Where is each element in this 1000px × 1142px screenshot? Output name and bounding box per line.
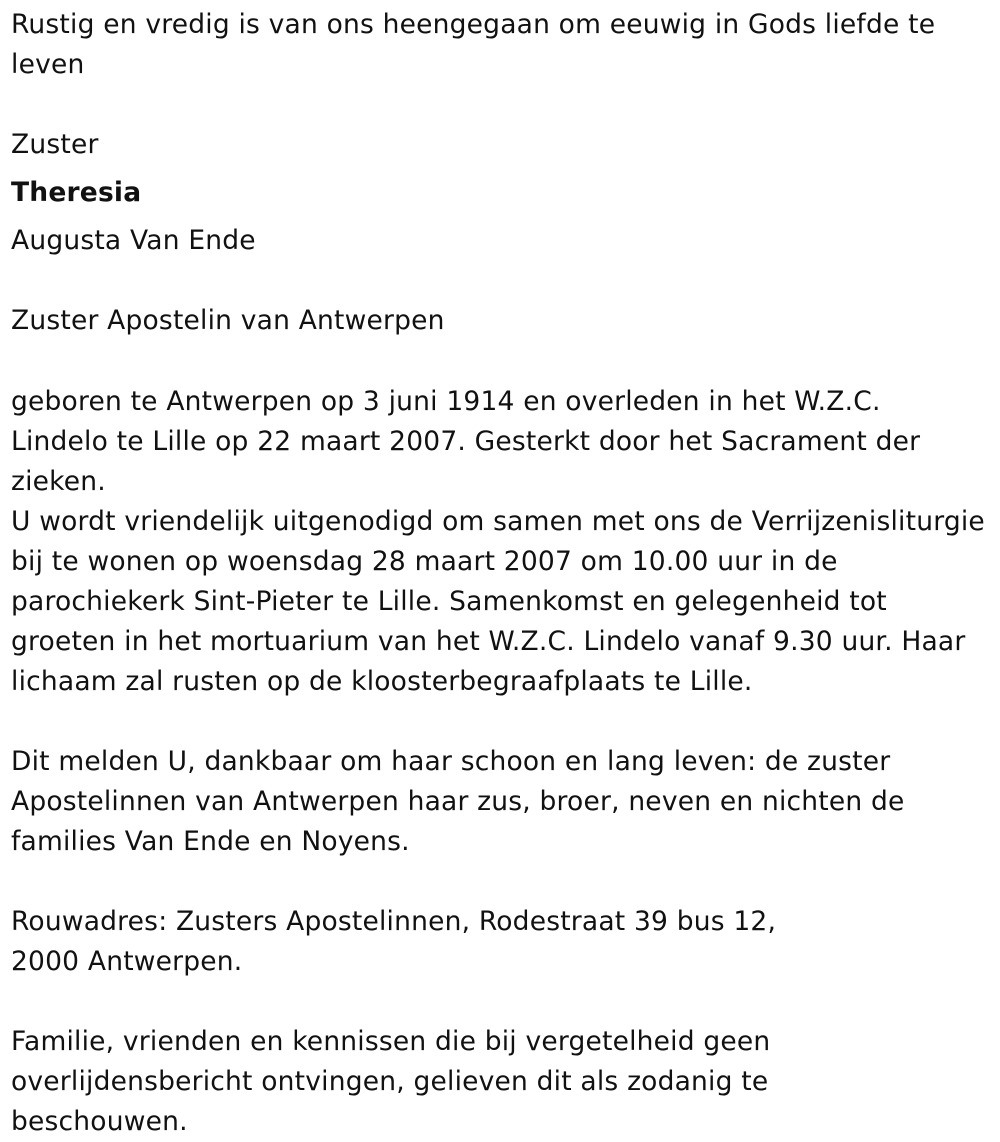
title-prefix: Zuster bbox=[11, 129, 99, 160]
announcement-text: Dit melden U, dankbaar om haar schoon en lang leven: de zuster Apostelinnen van Antwerpen haar zus, broer, neven en nichten de families Van Ende en Noyens. bbox=[11, 746, 914, 857]
intro-text: Rustig en vredig is van ons heengegaan om eeuwig in Gods liefde te leven bbox=[11, 9, 944, 80]
birth-death-text: geboren te Antwerpen op 3 juni 1914 en overleden in het W.Z.C. Lindelo te Lille op 22 maart 2007. Gesterkt door het Sacrament der zieken. bbox=[11, 386, 929, 497]
closing-text: Familie, vrienden en kennissen die bij vergetelheid geen overlijdensbericht ontvingen, gelieven dit als zodanig te beschouwen. bbox=[11, 1026, 780, 1137]
congregation: Zuster Apostelin van Antwerpen bbox=[11, 305, 445, 336]
address-text: Rouwadres: Zusters Apostelinnen, Rodestraat 39 bus 12, 2000 Antwerpen. bbox=[11, 906, 785, 977]
given-name: Theresia bbox=[11, 177, 142, 208]
funeral-text: U wordt vriendelijk uitgenodigd om samen met ons de Verrijzenisliturgie bij te wonen op woensdag 28 maart 2007 om 10.00 uur in de parochiekerk Sint-Pieter te Lille. Samenkomst en gelegenheid tot groeten in het mortuarium van het W.Z.C. Lindelo vanaf 9.30 uur. Haar lichaam zal rusten op de kloosterbegraafplaats te Lille. bbox=[11, 506, 994, 697]
full-name: Augusta Van Ende bbox=[11, 225, 256, 256]
